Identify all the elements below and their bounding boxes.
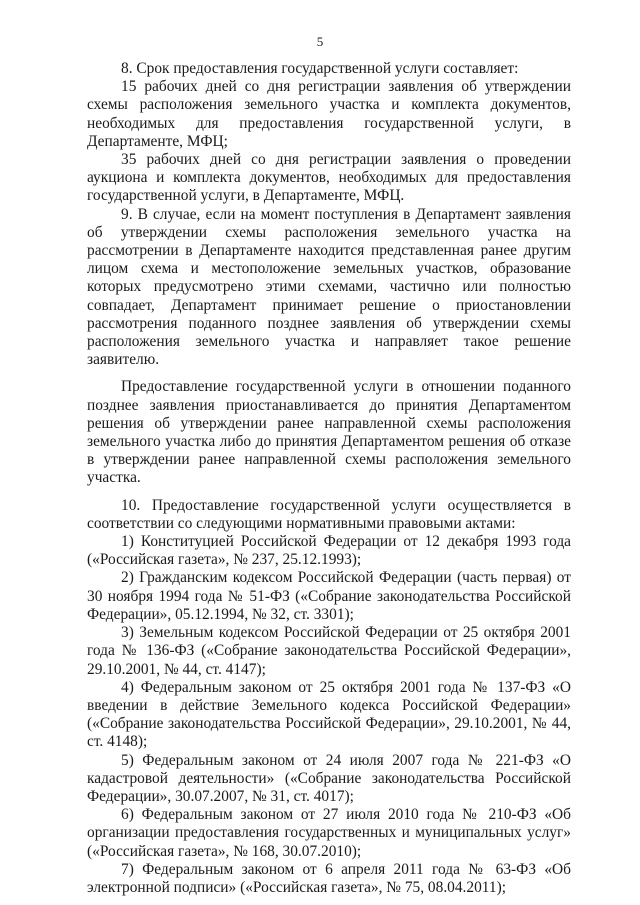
legal-act-item-7: 7) Федеральным законом от 6 апреля 2011 года № 63-ФЗ «Об электронной подписи» («Российская газета», № 75, 08.04.2011);: [87, 860, 571, 896]
paragraph-term-15-days: 15 рабочих дней со дня регистрации заявления об утверждении схемы расположения земельного участка и комплекта документов, необходимых для предоставления государственной услуги, в Департаменте, МФЦ;: [87, 78, 571, 150]
paragraph-suspension-detail: Предоставление государственной услуги в отношении поданного позднее заявления приостанавливается до принятия Департаментом решения об утверждении ранее направленной схемы расположения земельного участка либо до принятия Департаментом решения об отказе в утверждении ранее направленной схемы расположения земельного участка.: [87, 378, 571, 487]
paragraph-10-legal-acts: 10. Предоставление государственной услуги осуществляется в соответствии со следующими нормативными правовыми актами:: [87, 496, 571, 532]
page-number: 5: [316, 34, 324, 49]
paragraph-term-35-days: 35 рабочих дней со дня регистрации заявления о проведении аукциона и комплекта документов, необходимых для предоставления государственной услуги, в Департаменте, МФЦ.: [87, 151, 571, 205]
legal-act-item-6: 6) Федеральным законом от 27 июля 2010 года № 210-ФЗ «Об организации предоставления государственных и муниципальных услуг» («Российская газета», № 168, 30.07.2010);: [87, 806, 571, 860]
legal-act-item-4: 4) Федеральным законом от 25 октября 2001 года № 137-ФЗ «О введении в действие Земельного кодекса Российской Федерации» («Собрание законодательства Российской Федерации», 29.10.2001, № 44, ст. 4148);: [87, 678, 571, 751]
legal-act-item-3: 3) Земельным кодексом Российской Федерации от 25 октября 2001 года № 136-ФЗ («Собрание законодательства Российской Федерации», 29.10.2001, № 44, ст. 4147);: [87, 624, 571, 678]
legal-act-item-2: 2) Гражданским кодексом Российской Федерации (часть первая) от 30 ноября 1994 года № 51-ФЗ («Собрание законодательства Российской Федерации», 05.12.1994, № 32, ст. 3301);: [87, 569, 571, 623]
paragraph-9-suspension: 9. В случае, если на момент поступления в Департамент заявления об утверждении схемы расположения земельного участка на рассмотрении в Департаменте находится представленная ранее другим лицом схема и местоположение земельных участков, образование которых предусмотрено этими схемами, частично или полностью совпадает, Департамент принимает решение о приостановлении рассмотрения поданного позднее заявления об утверждении схемы расположения земельного участка и направляет такое решение заявителю.: [87, 205, 571, 369]
paragraph-8-term: 8. Срок предоставления государственной услуги составляет:: [121, 60, 519, 77]
legal-act-item-1: 1) Конституцией Российской Федерации от 12 декабря 1993 года («Российская газета», № 237, 25.12.1993);: [87, 533, 571, 569]
legal-act-item-5: 5) Федеральным законом от 24 июля 2007 года № 221-ФЗ «О кадастровой деятельности» («Собрание законодательства Российской Федерации», 30.07.2007, № 31, ст. 4017);: [87, 751, 571, 805]
document-body: [87, 60, 571, 897]
